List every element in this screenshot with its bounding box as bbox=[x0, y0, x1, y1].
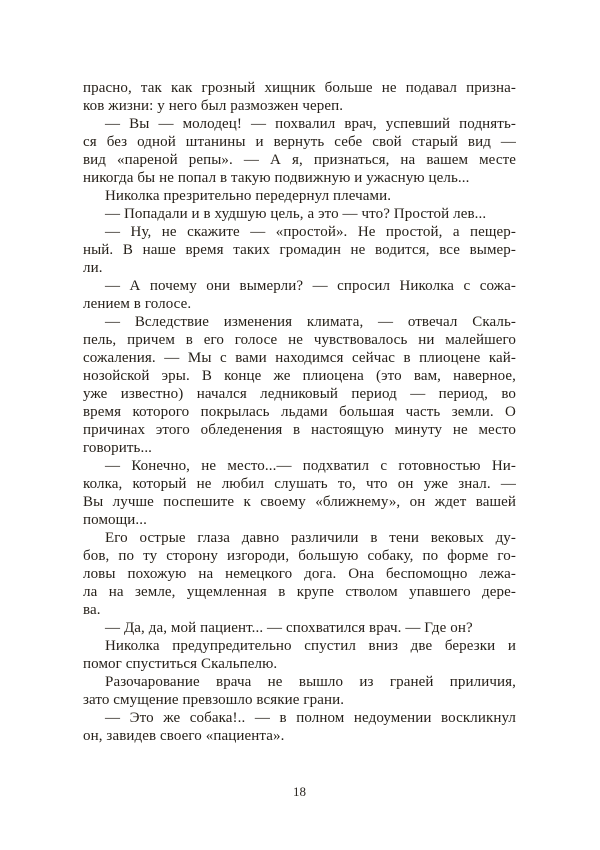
text-line: помощи... bbox=[83, 512, 147, 528]
text-line: Разочарование врача не вышло из граней приличия, bbox=[105, 674, 516, 690]
text-line: он, завидев своего «пациента». bbox=[83, 728, 285, 744]
text-line: ли. bbox=[83, 260, 103, 276]
paragraph bbox=[83, 79, 516, 115]
paragraph bbox=[83, 637, 516, 673]
text-line: время которого покрылась льдами большая часть земли. О bbox=[83, 404, 516, 420]
paragraph bbox=[83, 115, 516, 187]
page-text bbox=[83, 79, 516, 745]
text-line: ся без одной штанины и вернуть себе свой старый вид — bbox=[83, 134, 516, 150]
text-line: — Вследствие изменения климата, — отвечал Скаль- bbox=[105, 314, 516, 330]
paragraph bbox=[83, 673, 516, 709]
paragraph bbox=[83, 313, 516, 457]
paragraph bbox=[83, 619, 516, 637]
text-line: бов, по ту сторону изгороди, большую собаку, по форме го- bbox=[83, 548, 516, 564]
text-line: ла на земле, ущемленная в крупе стволом упавшего дере- bbox=[83, 584, 516, 600]
text-line: ный. В наше время таких громадин не водится, все вымер- bbox=[83, 242, 516, 258]
text-line: ловы похожую на немецкого дога. Она беспомощно лежа- bbox=[83, 566, 516, 582]
text-line: пель, причем в его голосе не чувствовалось ни малейшего bbox=[83, 332, 516, 348]
text-line: — Вы — молодец! — похвалил врач, успевший поднять- bbox=[105, 116, 516, 132]
text-line: Николка предупредительно спустил вниз две березки и bbox=[105, 638, 516, 654]
text-line: ва. bbox=[83, 602, 101, 618]
text-line: колка, который не любил слушать то, что он уже знал. — bbox=[83, 476, 516, 492]
text-line: сожаления. — Мы с вами находимся сейчас в плиоцене кай- bbox=[83, 350, 516, 366]
paragraph bbox=[83, 457, 516, 529]
text-line: — Конечно, не место...— подхватил с готовностью Ни- bbox=[105, 458, 516, 474]
page-number: 18 bbox=[293, 784, 306, 799]
text-line: причинах этого обледенения в настоящую минуту не место bbox=[83, 422, 516, 438]
text-line: прасно, так как грозный хищник больше не подавал призна- bbox=[83, 80, 516, 96]
text-line: Его острые глаза давно различили в тени вековых ду- bbox=[105, 530, 516, 546]
text-line: говорить... bbox=[83, 440, 153, 456]
text-line: помог спуститься Скальпелю. bbox=[83, 656, 278, 672]
text-line: — Попадали и в худшую цель, а это — что? Простой лев... bbox=[105, 206, 487, 222]
paragraph bbox=[83, 205, 516, 223]
text-line: лением в голосе. bbox=[83, 296, 192, 312]
text-line: уже известно) начался ледниковый период — период, во bbox=[83, 386, 516, 402]
paragraph bbox=[83, 187, 516, 205]
text-line: зато смущение превзошло всякие грани. bbox=[83, 692, 345, 708]
text-line: — Ну, не скажите — «простой». Не простой, а пещер- bbox=[105, 224, 516, 240]
text-line: ков жизни: у него был размозжен череп. bbox=[83, 98, 344, 114]
text-line: — Это же собака!.. — в полном недоумении воскликнул bbox=[105, 710, 516, 726]
paragraph bbox=[83, 709, 516, 745]
paragraph bbox=[83, 277, 516, 313]
text-line: вид «пареной репы». — А я, признаться, на вашем месте bbox=[83, 152, 516, 168]
text-line: нозойской эры. В конце же плиоцена (это вам, наверное, bbox=[83, 368, 516, 384]
text-line: Вы лучше поспешите к своему «ближнему», он ждет вашей bbox=[83, 494, 516, 510]
paragraph bbox=[83, 529, 516, 619]
text-line: — А почему они вымерли? — спросил Николка с сожа- bbox=[105, 278, 516, 294]
text-line: Николка презрительно передернул плечами. bbox=[105, 188, 392, 204]
text-line: — Да, да, мой пациент... — спохватился врач. — Где он? bbox=[105, 620, 473, 636]
paragraph bbox=[83, 223, 516, 277]
text-line: никогда бы не попал в такую подвижную и ужасную цель... bbox=[83, 170, 470, 186]
